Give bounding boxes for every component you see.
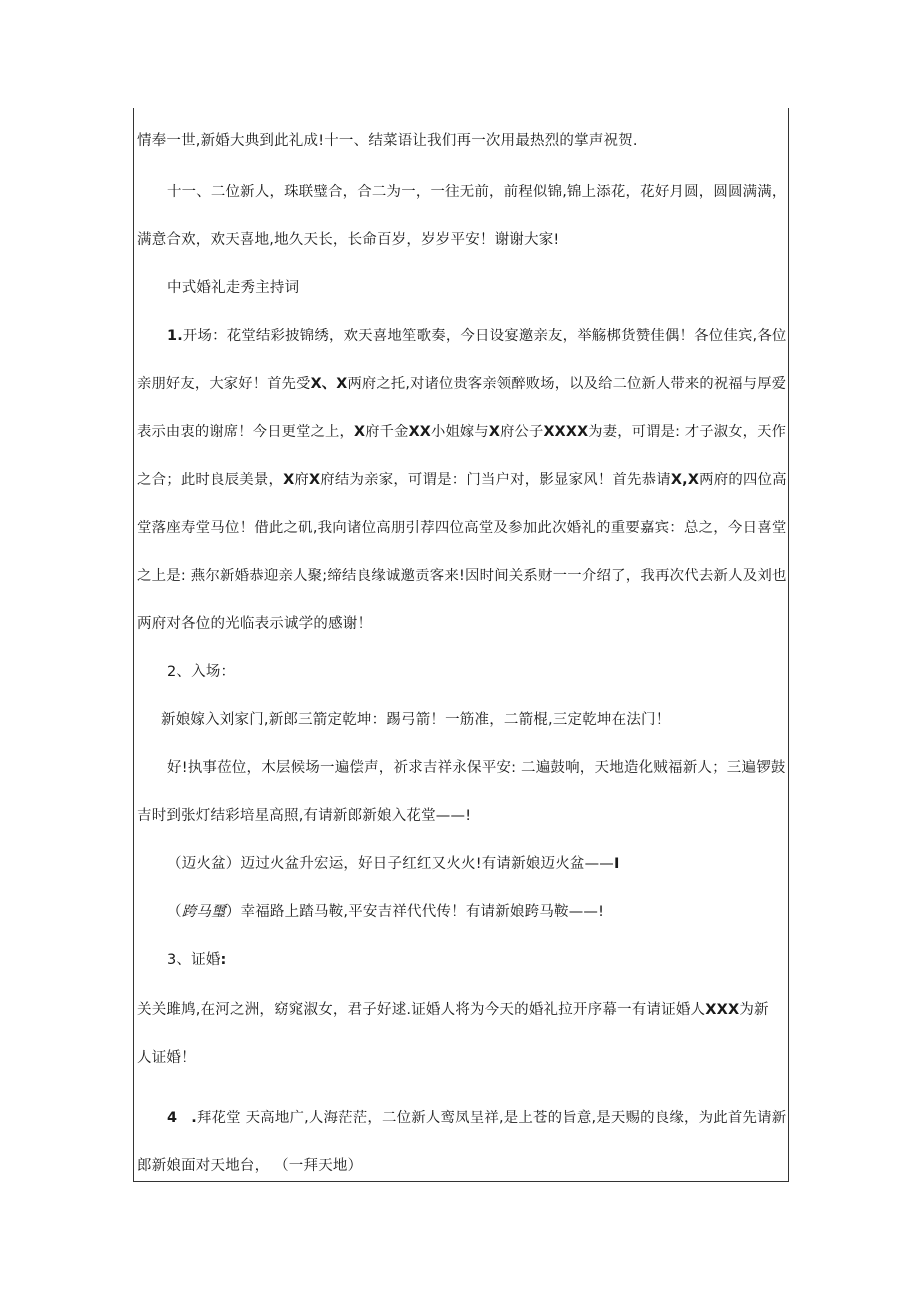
- paragraph-line: 十一、二位新人，珠联璧合，合二为一，一往无前，前程似锦,锦上添花，花好月圆，圆圆满满，: [167, 184, 787, 200]
- paragraph-line: （跨马璽）幸福路上踏马鞍,平安吉祥代代传！有请新娘跨马鞍——!: [167, 904, 605, 920]
- section-heading: 2、入场：: [167, 664, 236, 680]
- paragraph-line: 之合；此时良辰美景，X府X府结为亲家，可谓是：门当户对，影显家风！首先恭请X,X两府的四位高: [137, 472, 787, 488]
- paragraph-line: 4 .拜花堂 天高地广,人海茫茫，二位新人鸾凤呈祥,是上苍的旨意,是天赐的良缘，为此首先请新: [167, 1110, 787, 1126]
- paragraph-line: 之上是: 燕尔新婚恭迎亲人聚;缔结良缘诚邀贡客来!因时间关系财一一介绍了，我再次代去新人及刘也: [137, 568, 787, 584]
- section-heading: 3、证婚:: [167, 952, 227, 968]
- paragraph-line: 亲朋好友，大家好！首先受X、X两府之托,对诸位贵客亲领醉败场，以及给二位新人带来的祝福与厚爱: [137, 376, 787, 392]
- paragraph-line: 关关雎鸠,在河之洲，窈窕淑女，君子好逑.证婚人将为今天的婚礼拉开序幕一有请证婚人XXX为新: [137, 1002, 769, 1018]
- paragraph-line: 1.开场：花堂结彩披锦绣，欢天喜地笙歌奏，今日设宴邀亲友，举觞梆货赞佳偶！各位佳宾,各位: [167, 328, 787, 344]
- paragraph-line: 堂落座寿堂马位！借此之矶,我向诸位高朋引荐四位高堂及参加此次婚礼的重要嘉宾：总之，今日喜堂: [137, 520, 787, 536]
- document-frame: [133, 108, 789, 1182]
- paragraph-line: 人证婚！: [137, 1050, 196, 1066]
- paragraph-line: 满意合欢，欢天喜地,地久天长，长命百岁，岁岁平安！谢谢大家!: [137, 232, 560, 248]
- item-number: 1.: [167, 328, 183, 344]
- paragraph-line: 郎新娘面对天地台， （一拜天地）: [137, 1158, 363, 1174]
- paragraph-line: 两府对各位的光临表示诚学的感谢！: [137, 616, 373, 632]
- paragraph-line: （迈火盆）迈过火盆升宏运，好日子红红又火火!有请新娘迈火盆——I: [167, 856, 620, 872]
- paragraph-line: 吉时到张灯结彩培星高照,有请新郎新娘入花堂——!: [137, 808, 472, 824]
- paragraph-line: 好!执事莅位，木层候场一遍偿声，祈求吉祥永保平安: 二遍鼓响，天地造化贼福新人；三遍锣鼓: [167, 760, 786, 776]
- paragraph-line: 表示由衷的谢席！今日更堂之上，X府千金XX小姐嫁与X府公子XXXX为妻，可谓是: 才子淑女，天作: [137, 424, 787, 440]
- section-heading: 中式婚礼走秀主持词: [167, 280, 300, 296]
- paragraph-line: 新娘嫁入刘家门,新郎三箭定乾坤：踢弓箭！一筋准，二箭棍,三定乾坤在法门！: [161, 712, 671, 728]
- paragraph-line: 情奉一世,新婚大典到此礼成!十一、结菜语让我们再一次用最热烈的掌声祝贺.: [137, 133, 638, 149]
